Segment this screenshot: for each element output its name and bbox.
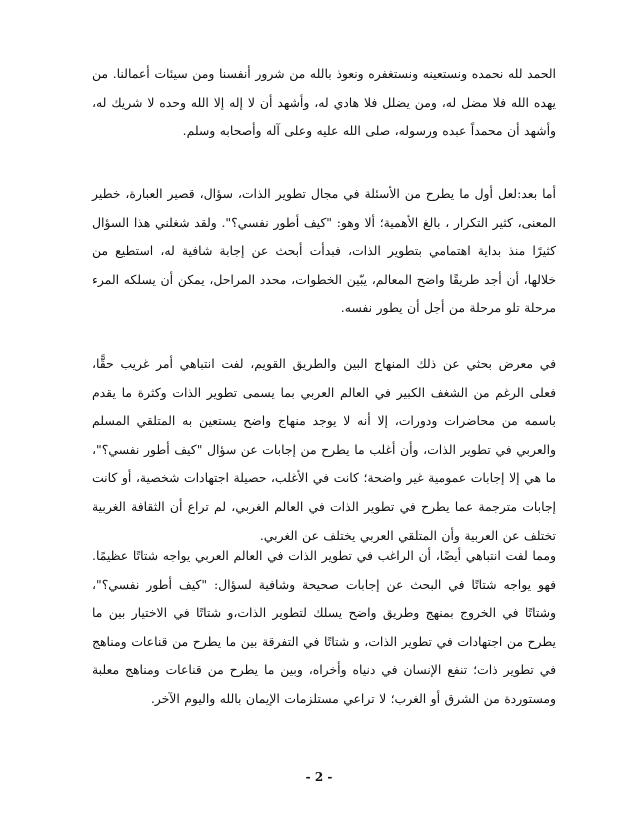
- paragraph-introduction-question: أما بعد:لعل أول ما يطرح من الأسئلة في مجال تطوير الذات، سؤال، قصير العبارة، خطير المعنى، كثير التكرار ، بالغ الأهمية؛ ألا وهو: "كيف أطور نفسي؟". ولقد شغلني هذا السؤال كثيرًا منذ بداية اهتمامي بتطوير الذات، فبدأت أبحث عن إجابة شافية له، استطيع من خلالها، أن أجد طريقًا واضح المعالم، يبّين الخطوات، محدد المراحل، يمكن أن يسلكه المرء مرحلة تلو مرحلة من أجل أن يطور نفسه.: [92, 186, 556, 316]
- paragraph-dispersion: ومما لفت انتباهي أيضًا، أن الراغب في تطوير الذات في العالم العربي يواجه شتاتًا عظيمًا. فهو يواجه شتاتًا في البحث عن إجابات صحيحة وشافية لسؤال: "كيف أطور نفسي؟"، وشتاتًا في الخروج بمنهج وطريق واضح يسلك لتطوير الذات،و شتاتًا في الاختيار بين ما يطرح من اجتهادات في تطوير الذات، و شتاتًا في التفرقة بين ما يطرح من قناعات ومناهج في تطوير ذات؛ تنفع الإنسان في دنياه وأخراه، وبين ما يطرح من قناعات ومناهج معلبة ومستوردة من الشرق أو الغرب؛ لا تراعي مستلزمات الإيمان بالله واليوم الآخر.: [92, 548, 556, 706]
- paragraph-observation: في معرض بحثي عن ذلك المنهاج البين والطريق القويم، لفت انتباهي أمر غريب حقًّا، فعلى الرغم من الشغف الكبير في العالم العربي بما يسمى تطوير الذات وكثرة ما يقدم باسمه من محاضرات ودورات، إلا أنه لا يوجد منهاج واضح يستعين به المتلقي المسلم والعربي في تطوير الذات، وأن أغلب ما يطرح من إجابات عن سؤال "كيف أطور نفسي؟"، ما هي إلا إجابات عمومية غير واضحة؛ كانت في الأغلب، حصيلة اجتهادات شخصية، أو كانت إجابات مترجمة عما يطرح في تطوير الذات في العالم الغربي، لم تراع أن الثقافة الغربية تختلف عن العربية وأن المتلقي العربي يختلف عن الغربي.: [92, 356, 556, 543]
- page-number: - 2 -: [305, 770, 333, 784]
- paragraph-opening-praise: الحمد لله نحمده ونستعينه ونستغفره ونعوذ بالله من شرور أنفسنا ومن سيئات أعمالنا. من يهده الله فلا مضل له، ومن يضلل فلا هادي له، وأشهد أن لا إله إلا الله وحده لا شريك له، وأشهد أن محمداً عبده ورسوله، صلى الله عليه وعلى آله وأصحابه وسلم.: [92, 66, 556, 139]
